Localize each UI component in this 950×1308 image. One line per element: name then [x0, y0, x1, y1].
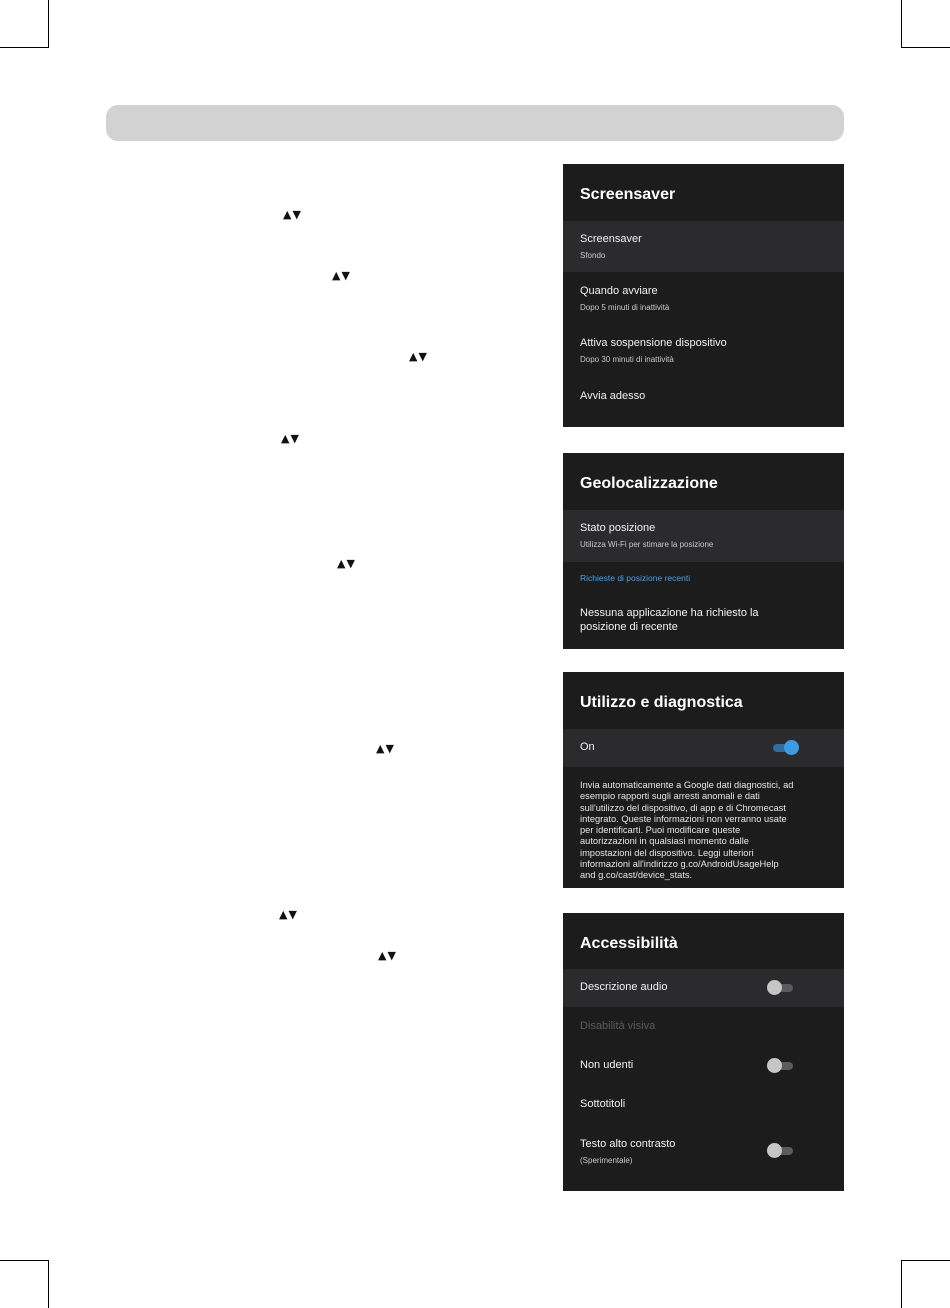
- menu-item-when-to-start[interactable]: [563, 274, 844, 324]
- menu-item-location-status[interactable]: [563, 510, 844, 562]
- menu-item-label: Descrizione audio: [580, 981, 668, 993]
- empty-state-message: posizione di recente: [580, 621, 678, 633]
- toggle-knob: [784, 740, 799, 755]
- crop-mark: [0, 1260, 48, 1261]
- nav-arrows-icon: ▲▼: [279, 908, 298, 921]
- menu-item-label: Stato posizione: [580, 522, 656, 534]
- menu-item-label: Avvia adesso: [580, 390, 646, 402]
- panel-title: Accessibilità: [580, 935, 678, 952]
- crop-mark: [902, 1260, 950, 1261]
- crop-mark: [901, 1260, 902, 1308]
- crop-mark: [901, 0, 902, 48]
- crop-mark: [48, 1260, 49, 1308]
- nav-arrows-icon: ▲▼: [283, 208, 302, 221]
- nav-arrows-icon: ▲▼: [409, 350, 428, 363]
- crop-mark: [0, 47, 48, 48]
- menu-item-label: Screensaver: [580, 233, 642, 245]
- panel-title: Utilizzo e diagnostica: [580, 694, 743, 711]
- menu-item-label: On: [580, 741, 595, 753]
- geolocation-panel: [563, 453, 844, 649]
- menu-item-sleep-device[interactable]: [563, 326, 844, 376]
- toggle-switch[interactable]: [769, 1146, 793, 1156]
- section-header: Richieste di posizione recenti: [580, 573, 691, 583]
- toggle-knob: [767, 1058, 782, 1073]
- menu-item-sublabel: Utilizza Wi-Fi per stimare la posizione: [580, 540, 714, 549]
- nav-arrows-icon: ▲▼: [332, 269, 351, 282]
- menu-item-screensaver[interactable]: [563, 221, 844, 272]
- toggle-knob: [767, 980, 782, 995]
- menu-item-label: Disabilità visiva: [580, 1020, 656, 1032]
- toggle-knob: [767, 1143, 782, 1158]
- menu-item-label: Testo alto contrasto: [580, 1138, 676, 1150]
- empty-state-message: Nessuna applicazione ha richiesto la: [580, 607, 759, 619]
- toggle-switch[interactable]: [773, 743, 797, 753]
- menu-item-visual-impairment: [563, 1011, 844, 1041]
- panel-title: Screensaver: [580, 186, 676, 203]
- diagnostics-toggle-row[interactable]: [563, 729, 844, 767]
- menu-item-label: Attiva sospensione dispositivo: [580, 337, 727, 349]
- menu-item-sublabel: Dopo 5 minuti di inattività: [580, 303, 670, 312]
- description-text: Invia automaticamente a Google dati diagnostici, ad esempio rapporti sugli arresti anomali e dati sull'utilizzo del dispositivo, di app e di Chromecast integrato. Queste informazioni non verranno usate per identificarti. Puoi modificare queste autorizzazioni in qualsiasi momento dalle impostazioni del dispositivo. Leggi ulteriori informazioni all'indirizzo g.co/AndroidUsageHelp and g.co/cast/device_stats.: [580, 780, 794, 881]
- menu-item-sublabel: Dopo 30 minuti di inattività: [580, 355, 674, 364]
- crop-mark: [48, 0, 49, 48]
- menu-item-high-contrast-text[interactable]: [563, 1131, 844, 1175]
- menu-item-label: Sottotitoli: [580, 1098, 626, 1110]
- menu-item-sublabel: (Sperimentale): [580, 1156, 633, 1165]
- nav-arrows-icon: ▲▼: [281, 432, 300, 445]
- crop-mark: [902, 47, 950, 48]
- menu-item-subtitles[interactable]: [563, 1091, 844, 1121]
- nav-arrows-icon: ▲▼: [378, 949, 397, 962]
- accessibility-panel: [563, 913, 844, 1191]
- menu-item-audio-description[interactable]: [563, 969, 844, 1007]
- menu-item-hearing-impaired[interactable]: [563, 1051, 844, 1081]
- menu-item-label: Non udenti: [580, 1059, 634, 1071]
- menu-item-label: Quando avviare: [580, 285, 658, 297]
- toggle-switch[interactable]: [769, 983, 793, 993]
- screensaver-panel: [563, 164, 844, 427]
- diagnostics-panel: [563, 672, 844, 888]
- toggle-switch[interactable]: [769, 1061, 793, 1071]
- panel-title: Geolocalizzazione: [580, 475, 718, 492]
- nav-arrows-icon: ▲▼: [376, 742, 395, 755]
- nav-arrows-icon: ▲▼: [337, 557, 356, 570]
- section-header-bar: [106, 105, 844, 141]
- menu-item-start-now[interactable]: [563, 378, 844, 418]
- menu-item-sublabel: Sfondo: [580, 251, 606, 260]
